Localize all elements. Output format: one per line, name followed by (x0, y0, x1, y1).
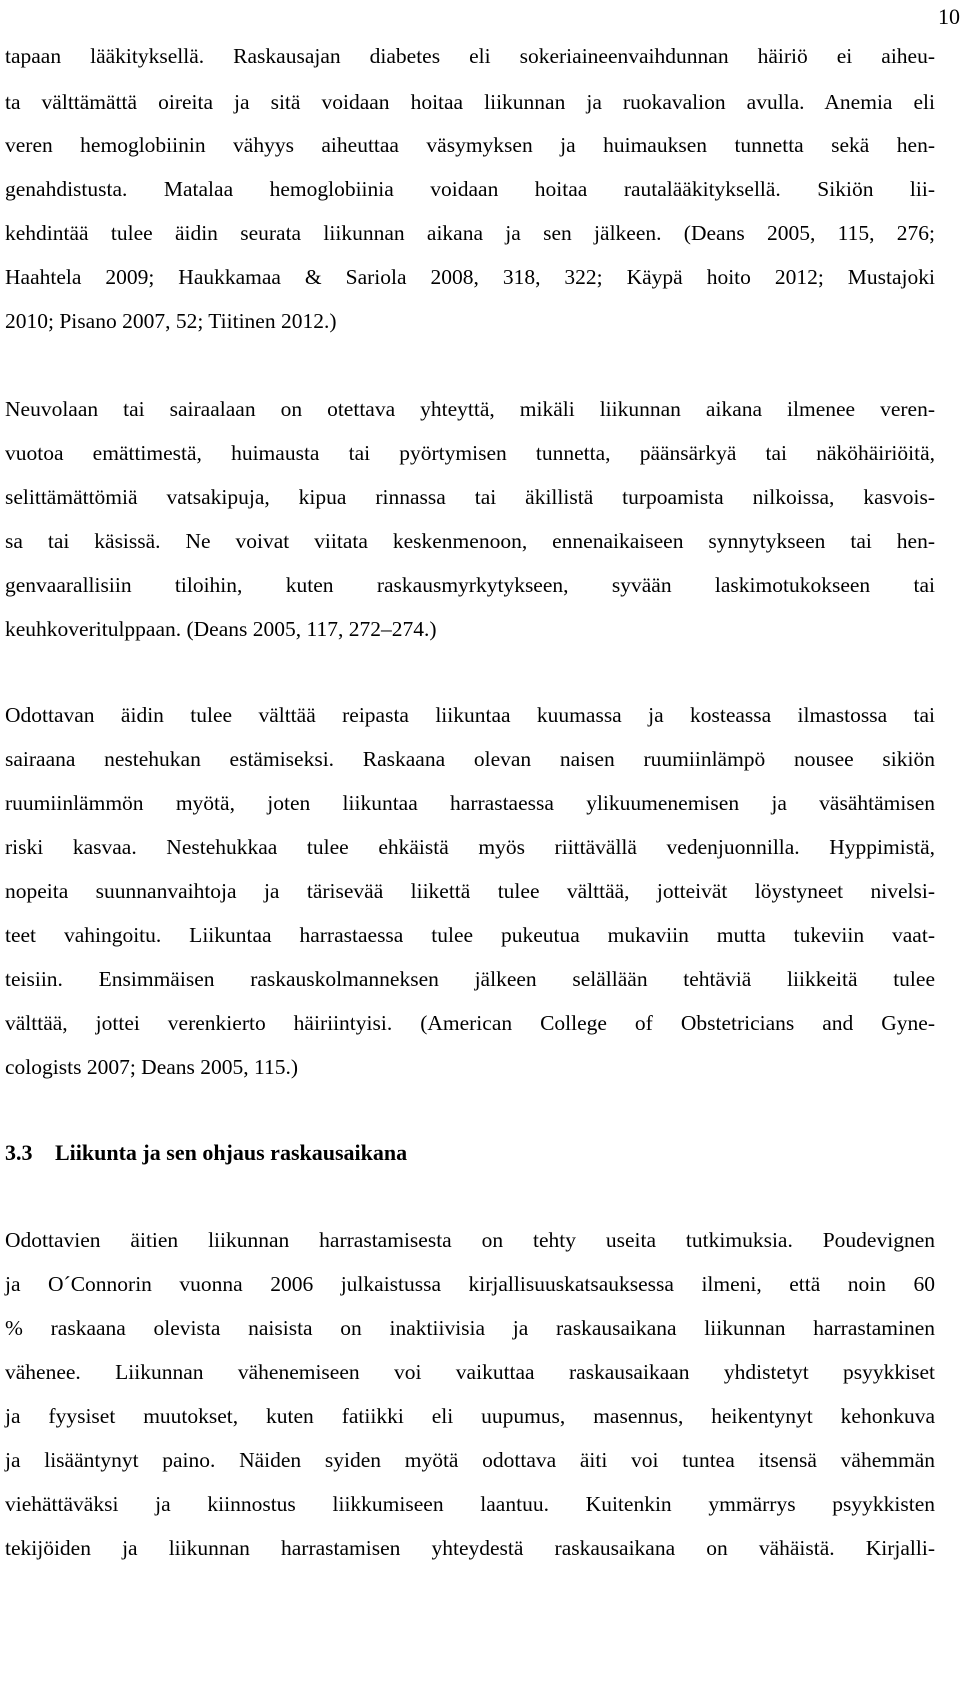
paragraph-4-line-4: vähenee. Liikunnan vähenemiseen voi vaikuttaa raskausaikaan yhdistetyt psyykkiset (5, 1360, 935, 1384)
paragraph-1-line-3: veren hemoglobiinin vähyys aiheuttaa väsymyksen ja huimauksen tunnetta sekä hen- (5, 133, 935, 157)
paragraph-4-line-3: % raskaana olevista naisista on inaktiivisia ja raskausaikana liikunnan harrastaminen (5, 1316, 935, 1340)
paragraph-2-line-2: vuotoa emättimestä, huimausta tai pyörtymisen tunnetta, päänsärkyä tai näköhäiriöitä, (5, 441, 935, 465)
paragraph-1-line-1: tapaan lääkityksellä. Raskausajan diabetes eli sokeriaineenvaihdunnan häiriö ei aiheu- (5, 44, 935, 68)
paragraph-4-line-2: ja O´Connorin vuonna 2006 julkaistussa kirjallisuuskatsauksessa ilmeni, että noin 60 (5, 1272, 935, 1296)
paragraph-1-line-6: Haahtela 2009; Haukkamaa & Sariola 2008, 318, 322; Käypä hoito 2012; Mustajoki (5, 265, 935, 289)
paragraph-4-line-8: tekijöiden ja liikunnan harrastamisen yhteydestä raskausaikana on vähäistä. Kirjalli- (5, 1536, 935, 1560)
paragraph-1-line-7: 2010; Pisano 2007, 52; Tiitinen 2012.) (5, 309, 337, 333)
paragraph-3-line-3: ruumiinlämmön myötä, joten liikuntaa harrastaessa ylikuumenemisen ja väsähtämisen (5, 791, 935, 815)
paragraph-3-line-2: sairaana nestehukan estämiseksi. Raskaana olevan naisen ruumiinlämpö nousee sikiön (5, 747, 935, 771)
paragraph-2-line-5: genvaarallisiin tiloihin, kuten raskausmyrkytykseen, syvään laskimotukokseen tai (5, 573, 935, 597)
paragraph-3-line-6: teet vahingoitu. Liikuntaa harrastaessa tulee pukeutua mukaviin mutta tukeviin vaat- (5, 923, 935, 947)
paragraph-3-line-7: teisiin. Ensimmäisen raskauskolmanneksen jälkeen selällään tehtäviä liikkeitä tulee (5, 967, 935, 991)
paragraph-2-line-3: selittämättömiä vatsakipuja, kipua rinnassa tai äkillistä turpoamista nilkoissa, kasvois- (5, 485, 935, 509)
paragraph-3-line-1: Odottavan äidin tulee välttää reipasta liikuntaa kuumassa ja kosteassa ilmastossa tai (5, 703, 935, 727)
paragraph-3-line-8: välttää, jottei verenkierto häiriintyisi. (American College of Obstetricians and Gyne- (5, 1011, 935, 1035)
paragraph-1-line-4: genahdistusta. Matalaa hemoglobiinia voidaan hoitaa rautalääkityksellä. Sikiön lii- (5, 177, 935, 201)
paragraph-3-line-9: cologists 2007; Deans 2005, 115.) (5, 1055, 299, 1079)
section-number: 3.3 (5, 1140, 33, 1165)
paragraph-1-line-5: kehdintää tulee äidin seurata liikunnan aikana ja sen jälkeen. (Deans 2005, 115, 276; (5, 221, 935, 245)
paragraph-4-line-6: ja lisääntynyt paino. Näiden syiden myötä odottava äiti voi tuntea itsensä vähemmän (5, 1448, 935, 1472)
page-number: 10 (938, 4, 960, 29)
section-title: Liikunta ja sen ohjaus raskausaikana (55, 1140, 408, 1165)
paragraph-4-line-5: ja fyysiset muutokset, kuten fatiikki eli uupumus, masennus, heikentynyt kehonkuva (5, 1404, 935, 1428)
paragraph-2-line-6: keuhkoveritulppaan. (Deans 2005, 117, 272–274.) (5, 617, 437, 641)
paragraph-2-line-1: Neuvolaan tai sairaalaan on otettava yhteyttä, mikäli liikunnan aikana ilmenee veren- (5, 397, 935, 421)
paragraph-2-line-4: sa tai käsissä. Ne voivat viitata keskenmenoon, ennenaikaiseen synnytykseen tai hen- (5, 529, 935, 553)
paragraph-3-line-5: nopeita suunnanvaihtoja ja tärisevää liikettä tulee välttää, jotteivät löystyneet nivelsi- (5, 879, 935, 903)
section-heading (5, 1138, 407, 1168)
paragraph-3-line-4: riski kasvaa. Nestehukkaa tulee ehkäistä myös riittävällä vedenjuonnilla. Hyppimistä, (5, 835, 935, 859)
paragraph-1-line-2: ta välttämättä oireita ja sitä voidaan hoitaa liikunnan ja ruokavalion avulla. Anemia eli (5, 90, 935, 114)
paragraph-4-line-1: Odottavien äitien liikunnan harrastamisesta on tehty useita tutkimuksia. Poudevignen (5, 1228, 935, 1252)
paragraph-4-line-7: viehättäväksi ja kiinnostus liikkumiseen laantuu. Kuitenkin ymmärrys psyykkisten (5, 1492, 935, 1516)
